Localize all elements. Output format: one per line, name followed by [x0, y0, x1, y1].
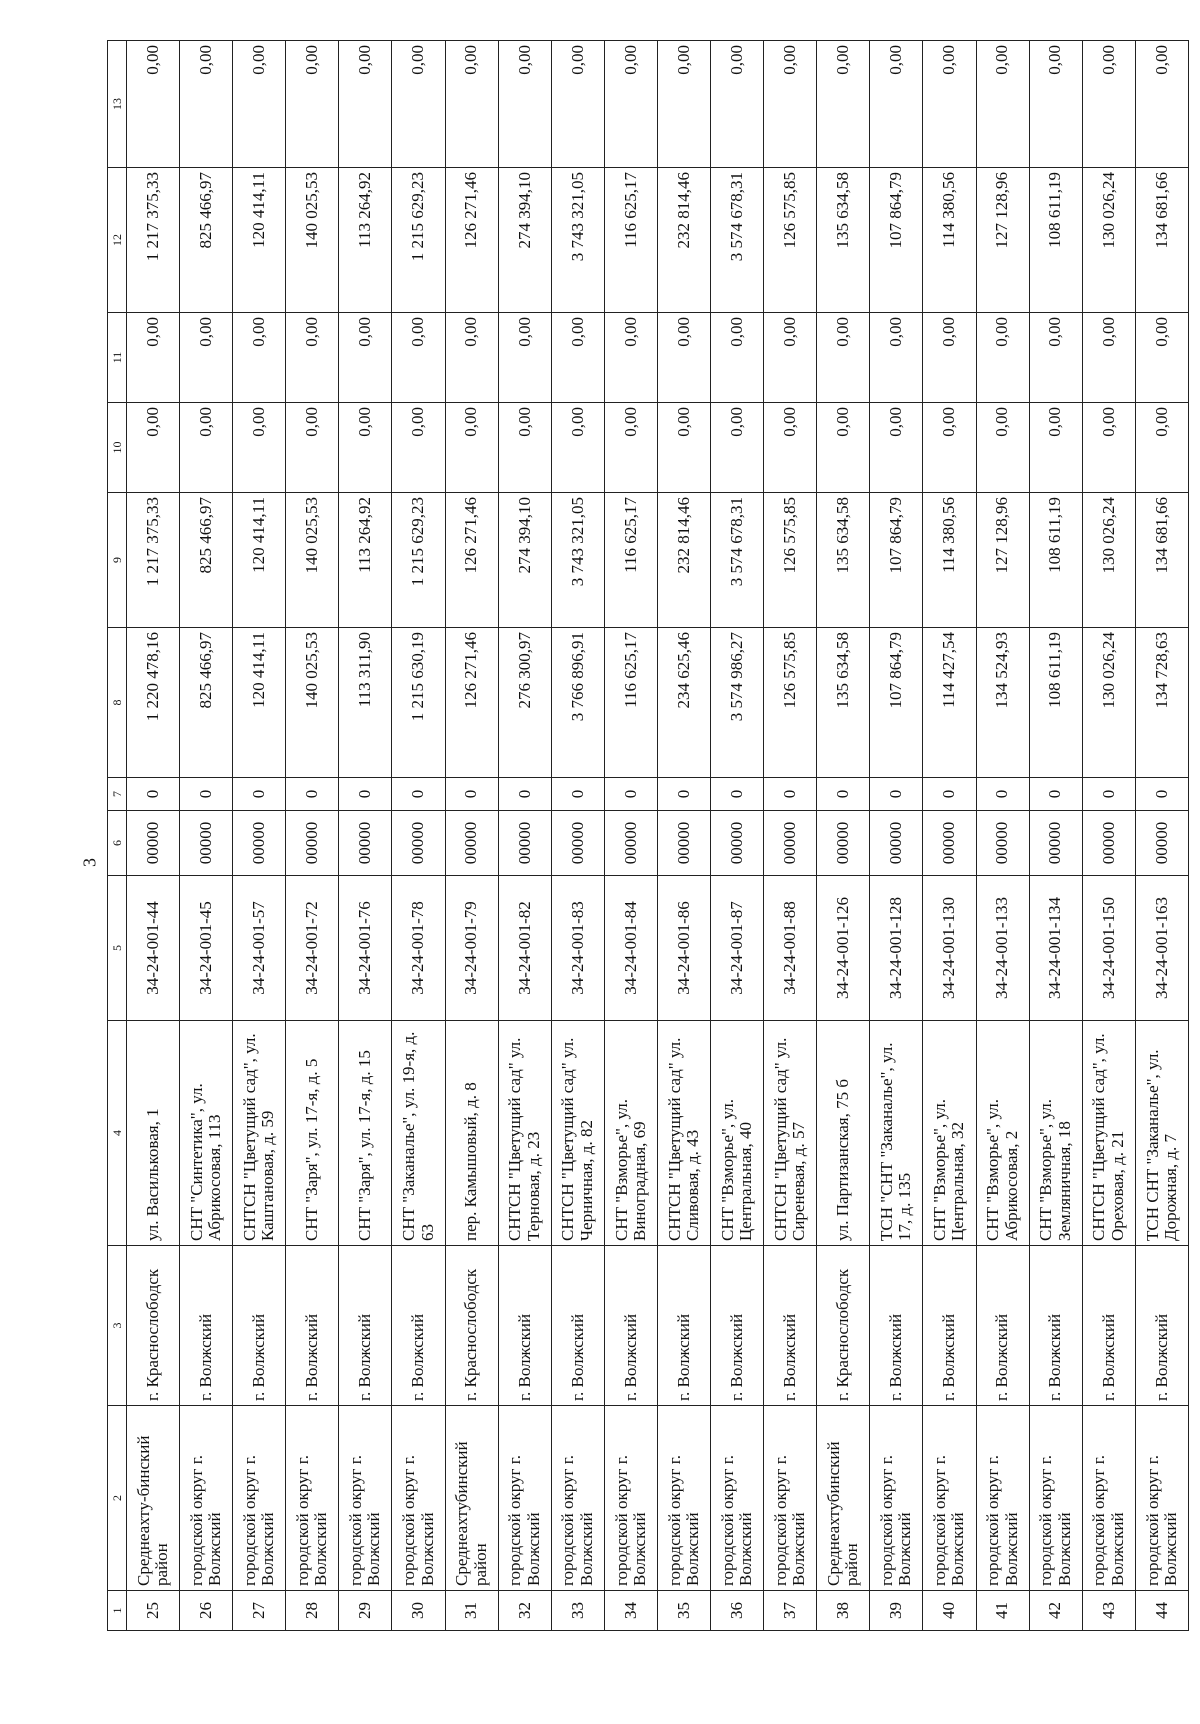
cell-value-10: 0,00 — [498, 403, 551, 493]
cell-value-11: 0,00 — [923, 313, 976, 403]
cell-value-12: 113 264,92 — [339, 168, 392, 313]
cell-value-12: 126 271,46 — [445, 168, 498, 313]
cell-cadastral-quarter: 34-24-001-45 — [180, 876, 233, 1021]
cell-value-10: 0,00 — [1029, 403, 1082, 493]
cell-municipality: городской округ г. Волжский — [286, 1406, 339, 1591]
cell-settlement: г. Волжский — [180, 1246, 233, 1406]
cell-value-9: 134 681,66 — [1135, 493, 1188, 628]
cell-value-9: 3 743 321,05 — [551, 493, 604, 628]
cell-settlement: г. Волжский — [551, 1246, 604, 1406]
cell-value-10: 0,00 — [1135, 403, 1188, 493]
column-header-2: 2 — [108, 1406, 127, 1591]
cell-value-10: 0,00 — [923, 403, 976, 493]
cell-flag: 0 — [923, 778, 976, 811]
cell-value-12: 126 575,85 — [764, 168, 817, 313]
cell-value-8: 1 220 478,16 — [127, 628, 180, 778]
cell-flag: 0 — [976, 778, 1029, 811]
cell-value-12: 135 634,58 — [817, 168, 870, 313]
cell-settlement: г. Краснослободск — [817, 1246, 870, 1406]
table-row — [1029, 41, 1082, 1631]
cell-value-10: 0,00 — [286, 403, 339, 493]
cell-value-13: 0,00 — [1082, 41, 1135, 168]
cell-code: 00000 — [339, 811, 392, 876]
cell-value-11: 0,00 — [339, 313, 392, 403]
cell-value-8: 825 466,97 — [180, 628, 233, 778]
cell-row-number: 26 — [180, 1591, 233, 1631]
cell-row-number: 32 — [498, 1591, 551, 1631]
cell-value-8: 116 625,17 — [604, 628, 657, 778]
cell-municipality: городской округ г. Волжский — [1029, 1406, 1082, 1591]
cell-value-12: 1 217 375,33 — [127, 168, 180, 313]
column-header-8: 8 — [108, 628, 127, 778]
cell-value-10: 0,00 — [1082, 403, 1135, 493]
cell-value-12: 274 394,10 — [498, 168, 551, 313]
cell-value-9: 3 574 678,31 — [711, 493, 764, 628]
cell-flag: 0 — [1029, 778, 1082, 811]
cell-address: СНТ "Заря", ул. 17-я, д. 5 — [286, 1021, 339, 1246]
cell-row-number: 36 — [711, 1591, 764, 1631]
cell-value-12: 134 681,66 — [1135, 168, 1188, 313]
cell-row-number: 25 — [127, 1591, 180, 1631]
cell-value-10: 0,00 — [127, 403, 180, 493]
cell-settlement: г. Краснослободск — [445, 1246, 498, 1406]
cell-value-9: 140 025,53 — [286, 493, 339, 628]
cell-settlement: г. Волжский — [286, 1246, 339, 1406]
cell-cadastral-quarter: 34-24-001-86 — [657, 876, 710, 1021]
cell-value-11: 0,00 — [445, 313, 498, 403]
cell-row-number: 40 — [923, 1591, 976, 1631]
cell-value-12: 127 128,96 — [976, 168, 1029, 313]
cell-value-9: 116 625,17 — [604, 493, 657, 628]
cell-value-12: 825 466,97 — [180, 168, 233, 313]
table-row — [1135, 41, 1188, 1631]
cell-municipality: Среднеахту-бинский район — [127, 1406, 180, 1591]
cell-address: ул. Партизанская, 75 б — [817, 1021, 870, 1246]
cell-value-8: 3 766 896,91 — [551, 628, 604, 778]
cell-row-number: 42 — [1029, 1591, 1082, 1631]
cell-row-number: 27 — [233, 1591, 286, 1631]
cell-value-13: 0,00 — [764, 41, 817, 168]
cell-value-12: 232 814,46 — [657, 168, 710, 313]
cell-settlement: г. Волжский — [976, 1246, 1029, 1406]
cell-address: СНТ "Взморье", ул. Центральная, 40 — [711, 1021, 764, 1246]
cell-municipality: городской округ г. Волжский — [764, 1406, 817, 1591]
cell-cadastral-quarter: 34-24-001-72 — [286, 876, 339, 1021]
cell-value-11: 0,00 — [870, 313, 923, 403]
cell-value-10: 0,00 — [551, 403, 604, 493]
cell-address: СНТСН "Цветущий сад" ул. Терновая, д. 23 — [498, 1021, 551, 1246]
cell-row-number: 34 — [604, 1591, 657, 1631]
cell-value-9: 135 634,58 — [817, 493, 870, 628]
header-row — [108, 41, 127, 1631]
cell-address: ТСН "СНТ "Заканалье", ул. 17, д. 135 — [870, 1021, 923, 1246]
cell-value-8: 120 414,11 — [233, 628, 286, 778]
cell-value-13: 0,00 — [657, 41, 710, 168]
cell-cadastral-quarter: 34-24-001-44 — [127, 876, 180, 1021]
cell-value-11: 0,00 — [551, 313, 604, 403]
cell-value-13: 0,00 — [1135, 41, 1188, 168]
cell-settlement: г. Волжский — [923, 1246, 976, 1406]
cell-settlement: г. Волжский — [604, 1246, 657, 1406]
cell-value-13: 0,00 — [1029, 41, 1082, 168]
cell-address: СНТСН "Цветущий сад" ул. Черничная, д. 82 — [551, 1021, 604, 1246]
cell-address: ТСН СНТ "Заканалье", ул. Дорожная, д. 7 — [1135, 1021, 1188, 1246]
cell-address: СНТСН "Цветущий сад", ул. Каштановая, д. 59 — [233, 1021, 286, 1246]
cell-value-10: 0,00 — [445, 403, 498, 493]
table-row — [1082, 41, 1135, 1631]
table-row — [711, 41, 764, 1631]
cell-code: 00000 — [233, 811, 286, 876]
cell-row-number: 39 — [870, 1591, 923, 1631]
document-table-container — [107, 41, 1189, 1631]
cell-settlement: г. Волжский — [711, 1246, 764, 1406]
cell-address: СНТ "Заря", ул. 17-я, д. 15 — [339, 1021, 392, 1246]
cell-value-12: 107 864,79 — [870, 168, 923, 313]
cell-flag: 0 — [339, 778, 392, 811]
cell-settlement: г. Волжский — [498, 1246, 551, 1406]
cell-value-12: 120 414,11 — [233, 168, 286, 313]
cell-settlement: г. Волжский — [870, 1246, 923, 1406]
cell-address: СНТ "Синтетика", ул. Абрикосовая, 113 — [180, 1021, 233, 1246]
cell-row-number: 38 — [817, 1591, 870, 1631]
cell-value-11: 0,00 — [1135, 313, 1188, 403]
cell-cadastral-quarter: 34-24-001-150 — [1082, 876, 1135, 1021]
cell-value-13: 0,00 — [604, 41, 657, 168]
cell-flag: 0 — [127, 778, 180, 811]
cell-cadastral-quarter: 34-24-001-79 — [445, 876, 498, 1021]
cell-municipality: городской округ г. Волжский — [604, 1406, 657, 1591]
column-number-header — [108, 41, 127, 1631]
cell-address: ул. Васильковая, 1 — [127, 1021, 180, 1246]
cell-value-11: 0,00 — [1082, 313, 1135, 403]
cell-row-number: 30 — [392, 1591, 445, 1631]
cell-flag: 0 — [657, 778, 710, 811]
cell-municipality: Среднеахтубинский район — [817, 1406, 870, 1591]
cell-value-8: 130 026,24 — [1082, 628, 1135, 778]
cell-flag: 0 — [180, 778, 233, 811]
cell-municipality: городской округ г. Волжский — [498, 1406, 551, 1591]
cell-flag: 0 — [711, 778, 764, 811]
cell-value-12: 114 380,56 — [923, 168, 976, 313]
cell-value-11: 0,00 — [1029, 313, 1082, 403]
column-header-10: 10 — [108, 403, 127, 493]
cell-value-11: 0,00 — [286, 313, 339, 403]
cell-value-13: 0,00 — [498, 41, 551, 168]
table-row — [233, 41, 286, 1631]
cell-code: 00000 — [551, 811, 604, 876]
cell-code: 00000 — [923, 811, 976, 876]
table-row — [551, 41, 604, 1631]
cell-code: 00000 — [286, 811, 339, 876]
cell-value-9: 825 466,97 — [180, 493, 233, 628]
cell-cadastral-quarter: 34-24-001-128 — [870, 876, 923, 1021]
cell-value-11: 0,00 — [657, 313, 710, 403]
cell-value-10: 0,00 — [764, 403, 817, 493]
table-row — [286, 41, 339, 1631]
cell-address: СНТСН "Цветущий сад" ул. Сиреневая, д. 57 — [764, 1021, 817, 1246]
cell-municipality: городской округ г. Волжский — [923, 1406, 976, 1591]
cell-code: 00000 — [392, 811, 445, 876]
cell-cadastral-quarter: 34-24-001-133 — [976, 876, 1029, 1021]
cell-cadastral-quarter: 34-24-001-57 — [233, 876, 286, 1021]
cell-value-8: 276 300,97 — [498, 628, 551, 778]
cell-value-11: 0,00 — [498, 313, 551, 403]
cell-value-9: 127 128,96 — [976, 493, 1029, 628]
cell-row-number: 33 — [551, 1591, 604, 1631]
table-row — [604, 41, 657, 1631]
cell-municipality: городской округ г. Волжский — [339, 1406, 392, 1591]
cell-value-11: 0,00 — [604, 313, 657, 403]
cell-value-13: 0,00 — [286, 41, 339, 168]
cell-value-13: 0,00 — [127, 41, 180, 168]
cell-settlement: г. Волжский — [1029, 1246, 1082, 1406]
cell-code: 00000 — [657, 811, 710, 876]
column-header-7: 7 — [108, 778, 127, 811]
cell-value-11: 0,00 — [392, 313, 445, 403]
cell-address: СНТ "Заканалье", ул. 19-я, д. 63 — [392, 1021, 445, 1246]
document-table — [107, 40, 1189, 1631]
cell-cadastral-quarter: 34-24-001-82 — [498, 876, 551, 1021]
cell-value-8: 140 025,53 — [286, 628, 339, 778]
page-number: 3 — [79, 858, 100, 867]
cell-value-12: 140 025,53 — [286, 168, 339, 313]
cell-value-9: 113 264,92 — [339, 493, 392, 628]
cell-settlement: г. Краснослободск — [127, 1246, 180, 1406]
cell-value-10: 0,00 — [180, 403, 233, 493]
cell-cadastral-quarter: 34-24-001-84 — [604, 876, 657, 1021]
cell-flag: 0 — [551, 778, 604, 811]
cell-municipality: городской округ г. Волжский — [976, 1406, 1029, 1591]
table-row — [923, 41, 976, 1631]
cell-code: 00000 — [604, 811, 657, 876]
column-header-11: 11 — [108, 313, 127, 403]
cell-code: 00000 — [1029, 811, 1082, 876]
cell-value-9: 108 611,19 — [1029, 493, 1082, 628]
cell-value-8: 134 524,93 — [976, 628, 1029, 778]
cell-flag: 0 — [233, 778, 286, 811]
cell-value-10: 0,00 — [870, 403, 923, 493]
cell-municipality: городской округ г. Волжский — [180, 1406, 233, 1591]
cell-settlement: г. Волжский — [764, 1246, 817, 1406]
cell-cadastral-quarter: 34-24-001-134 — [1029, 876, 1082, 1021]
cell-value-8: 114 427,54 — [923, 628, 976, 778]
cell-code: 00000 — [498, 811, 551, 876]
table-row — [657, 41, 710, 1631]
column-header-9: 9 — [108, 493, 127, 628]
cell-flag: 0 — [286, 778, 339, 811]
column-header-1: 1 — [108, 1591, 127, 1631]
cell-address: пер. Камышовый, д. 8 — [445, 1021, 498, 1246]
cell-value-8: 126 271,46 — [445, 628, 498, 778]
cell-address: СНТ "Взморье", ул. Центральная, 32 — [923, 1021, 976, 1246]
cell-municipality: Среднеахтубинский район — [445, 1406, 498, 1591]
cell-value-9: 126 271,46 — [445, 493, 498, 628]
cell-settlement: г. Волжский — [657, 1246, 710, 1406]
cell-value-13: 0,00 — [233, 41, 286, 168]
cell-flag: 0 — [445, 778, 498, 811]
cell-value-9: 232 814,46 — [657, 493, 710, 628]
cell-value-9: 274 394,10 — [498, 493, 551, 628]
cell-value-10: 0,00 — [711, 403, 764, 493]
cell-value-11: 0,00 — [127, 313, 180, 403]
table-row — [817, 41, 870, 1631]
cell-value-12: 3 743 321,05 — [551, 168, 604, 313]
cell-municipality: городской округ г. Волжский — [657, 1406, 710, 1591]
cell-value-13: 0,00 — [817, 41, 870, 168]
cell-value-9: 1 217 375,33 — [127, 493, 180, 628]
cell-value-13: 0,00 — [392, 41, 445, 168]
cell-municipality: городской округ г. Волжский — [1082, 1406, 1135, 1591]
column-header-13: 13 — [108, 41, 127, 168]
cell-cadastral-quarter: 34-24-001-130 — [923, 876, 976, 1021]
cell-value-13: 0,00 — [180, 41, 233, 168]
cell-municipality: городской округ г. Волжский — [711, 1406, 764, 1591]
cell-settlement: г. Волжский — [392, 1246, 445, 1406]
cell-municipality: городской округ г. Волжский — [551, 1406, 604, 1591]
cell-code: 00000 — [764, 811, 817, 876]
table-row — [870, 41, 923, 1631]
cell-municipality: городской округ г. Волжский — [1135, 1406, 1188, 1591]
cell-value-11: 0,00 — [180, 313, 233, 403]
cell-value-8: 113 311,90 — [339, 628, 392, 778]
cell-flag: 0 — [392, 778, 445, 811]
table-row — [392, 41, 445, 1631]
cell-flag: 0 — [498, 778, 551, 811]
cell-value-13: 0,00 — [711, 41, 764, 168]
cell-cadastral-quarter: 34-24-001-87 — [711, 876, 764, 1021]
cell-value-8: 108 611,19 — [1029, 628, 1082, 778]
table-row — [339, 41, 392, 1631]
cell-value-10: 0,00 — [817, 403, 870, 493]
cell-cadastral-quarter: 34-24-001-83 — [551, 876, 604, 1021]
cell-value-13: 0,00 — [445, 41, 498, 168]
cell-value-12: 3 574 678,31 — [711, 168, 764, 313]
cell-value-8: 1 215 630,19 — [392, 628, 445, 778]
cell-value-13: 0,00 — [551, 41, 604, 168]
table-body — [127, 41, 1189, 1631]
cell-settlement: г. Волжский — [233, 1246, 286, 1406]
cell-settlement: г. Волжский — [1135, 1246, 1188, 1406]
cell-settlement: г. Волжский — [1082, 1246, 1135, 1406]
cell-value-11: 0,00 — [976, 313, 1029, 403]
cell-address: СНТСН "Цветущий сад", ул. Ореховая, д. 21 — [1082, 1021, 1135, 1246]
cell-code: 00000 — [817, 811, 870, 876]
cell-value-13: 0,00 — [870, 41, 923, 168]
cell-row-number: 29 — [339, 1591, 392, 1631]
cell-code: 00000 — [870, 811, 923, 876]
cell-value-8: 134 728,63 — [1135, 628, 1188, 778]
cell-value-10: 0,00 — [604, 403, 657, 493]
cell-address: СНТ "Взморье", ул. Виноградная, 69 — [604, 1021, 657, 1246]
cell-row-number: 28 — [286, 1591, 339, 1631]
cell-value-9: 114 380,56 — [923, 493, 976, 628]
cell-flag: 0 — [1082, 778, 1135, 811]
cell-code: 00000 — [976, 811, 1029, 876]
table-row — [498, 41, 551, 1631]
cell-value-8: 126 575,85 — [764, 628, 817, 778]
cell-row-number: 41 — [976, 1591, 1029, 1631]
column-header-4: 4 — [108, 1021, 127, 1246]
cell-address: СНТ "Взморье", ул. Земляничная, 18 — [1029, 1021, 1082, 1246]
cell-value-13: 0,00 — [923, 41, 976, 168]
cell-value-10: 0,00 — [233, 403, 286, 493]
cell-flag: 0 — [604, 778, 657, 811]
cell-cadastral-quarter: 34-24-001-76 — [339, 876, 392, 1021]
cell-value-11: 0,00 — [233, 313, 286, 403]
cell-flag: 0 — [870, 778, 923, 811]
cell-row-number: 31 — [445, 1591, 498, 1631]
column-header-6: 6 — [108, 811, 127, 876]
cell-value-8: 107 864,79 — [870, 628, 923, 778]
column-header-5: 5 — [108, 876, 127, 1021]
cell-cadastral-quarter: 34-24-001-163 — [1135, 876, 1188, 1021]
cell-value-13: 0,00 — [976, 41, 1029, 168]
cell-code: 00000 — [711, 811, 764, 876]
cell-cadastral-quarter: 34-24-001-78 — [392, 876, 445, 1021]
cell-value-12: 1 215 629,23 — [392, 168, 445, 313]
cell-cadastral-quarter: 34-24-001-126 — [817, 876, 870, 1021]
cell-municipality: городской округ г. Волжский — [392, 1406, 445, 1591]
cell-cadastral-quarter: 34-24-001-88 — [764, 876, 817, 1021]
cell-value-10: 0,00 — [392, 403, 445, 493]
cell-code: 00000 — [180, 811, 233, 876]
cell-code: 00000 — [127, 811, 180, 876]
table-row — [764, 41, 817, 1631]
cell-value-9: 130 026,24 — [1082, 493, 1135, 628]
cell-value-10: 0,00 — [976, 403, 1029, 493]
cell-address: СНТСН "Цветущий сад" ул. Сливовая, д. 43 — [657, 1021, 710, 1246]
cell-value-9: 107 864,79 — [870, 493, 923, 628]
cell-value-9: 120 414,11 — [233, 493, 286, 628]
cell-row-number: 43 — [1082, 1591, 1135, 1631]
cell-value-10: 0,00 — [657, 403, 710, 493]
cell-value-12: 130 026,24 — [1082, 168, 1135, 313]
cell-value-9: 126 575,85 — [764, 493, 817, 628]
table-row — [976, 41, 1029, 1631]
cell-value-12: 108 611,19 — [1029, 168, 1082, 313]
cell-value-11: 0,00 — [711, 313, 764, 403]
cell-flag: 0 — [817, 778, 870, 811]
cell-value-10: 0,00 — [339, 403, 392, 493]
cell-municipality: городской округ г. Волжский — [233, 1406, 286, 1591]
cell-flag: 0 — [764, 778, 817, 811]
cell-value-12: 116 625,17 — [604, 168, 657, 313]
cell-settlement: г. Волжский — [339, 1246, 392, 1406]
cell-value-8: 135 634,58 — [817, 628, 870, 778]
cell-code: 00000 — [1082, 811, 1135, 876]
cell-row-number: 35 — [657, 1591, 710, 1631]
cell-value-13: 0,00 — [339, 41, 392, 168]
column-header-12: 12 — [108, 168, 127, 313]
cell-value-9: 1 215 629,23 — [392, 493, 445, 628]
cell-address: СНТ "Взморье", ул. Абрикосовая, 2 — [976, 1021, 1029, 1246]
cell-municipality: городской округ г. Волжский — [870, 1406, 923, 1591]
cell-row-number: 44 — [1135, 1591, 1188, 1631]
table-row — [180, 41, 233, 1631]
cell-code: 00000 — [445, 811, 498, 876]
cell-value-8: 234 625,46 — [657, 628, 710, 778]
cell-flag: 0 — [1135, 778, 1188, 811]
cell-row-number: 37 — [764, 1591, 817, 1631]
table-row — [445, 41, 498, 1631]
cell-value-11: 0,00 — [764, 313, 817, 403]
table-row — [127, 41, 180, 1631]
cell-value-11: 0,00 — [817, 313, 870, 403]
cell-code: 00000 — [1135, 811, 1188, 876]
cell-value-8: 3 574 986,27 — [711, 628, 764, 778]
column-header-3: 3 — [108, 1246, 127, 1406]
